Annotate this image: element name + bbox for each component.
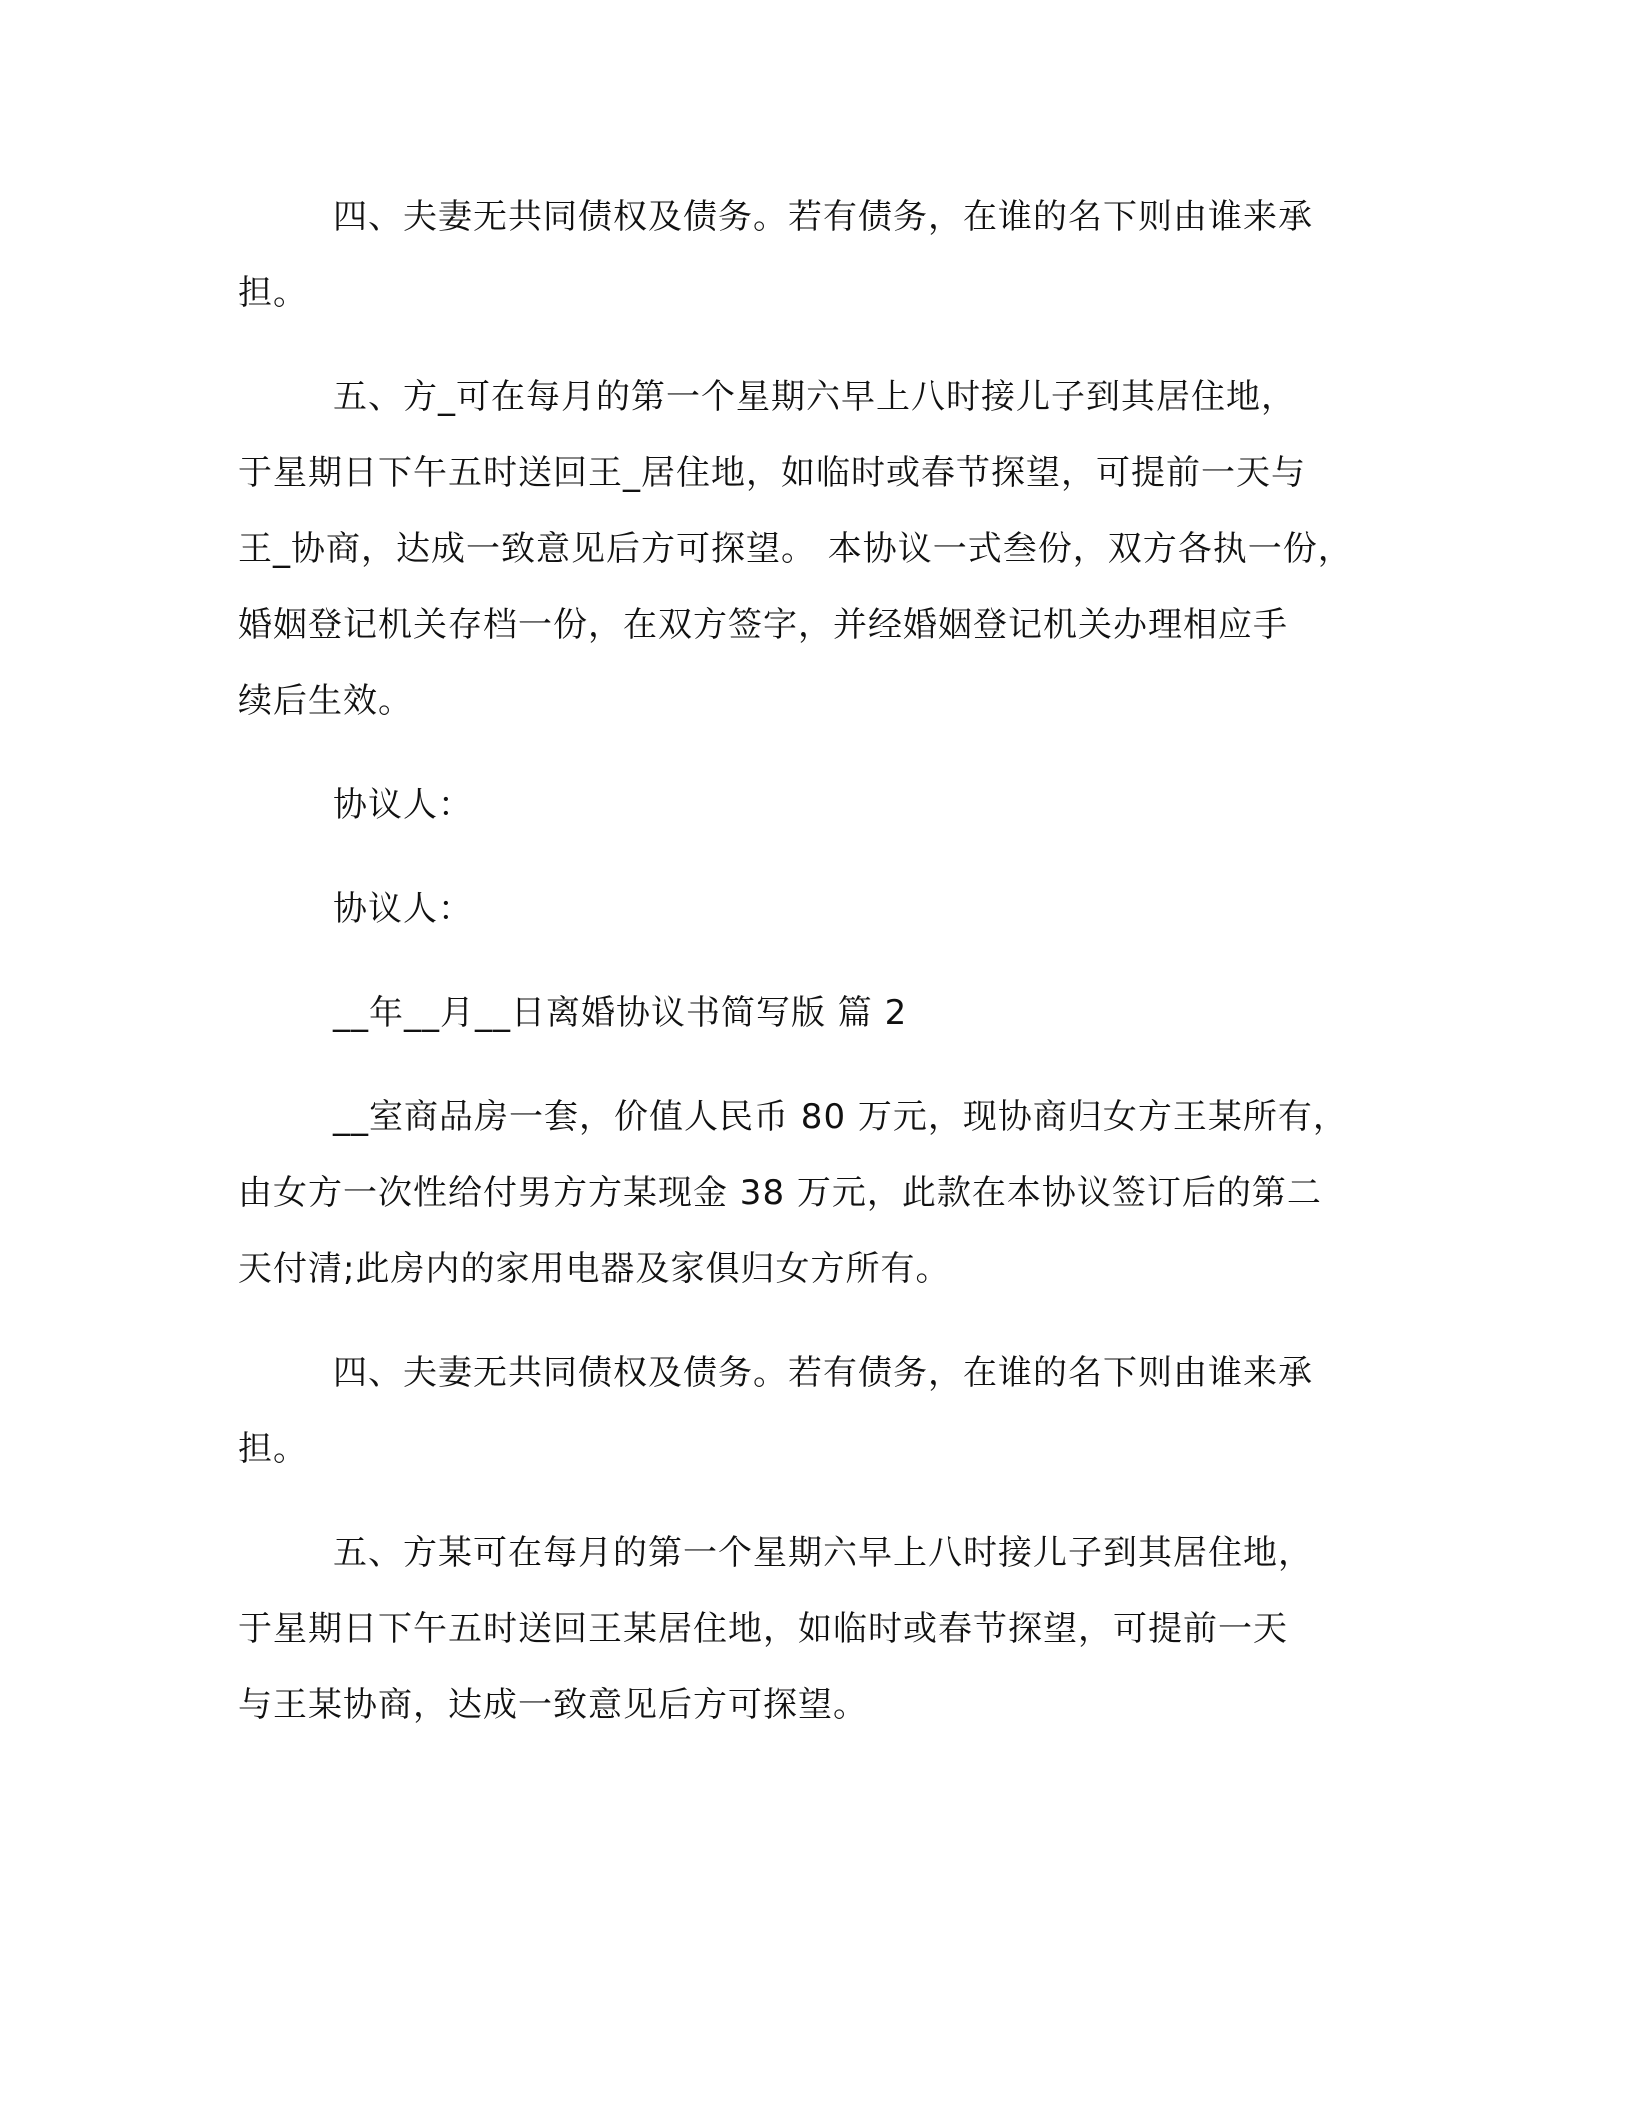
paragraph-line: 王_协商，达成一致意见后方可探望。 本协议一式叁份，双方各执一份， — [238, 529, 1353, 569]
paragraph-line: 担。 — [238, 273, 308, 313]
paragraph-line: 天付清;此房内的家用电器及家俱归女方所有。 — [238, 1249, 951, 1289]
paragraph-line: 于星期日下午五时送回王某居住地，如临时或春节探望，可提前一天 — [238, 1609, 1288, 1649]
signatory-label: 协议人： — [333, 889, 473, 929]
paragraph-line: 四、夫妻无共同债权及债务。若有债务，在谁的名下则由谁来承 — [333, 1353, 1313, 1393]
paragraph-line: 于星期日下午五时送回王_居住地，如临时或春节探望，可提前一天与 — [238, 453, 1306, 493]
paragraph-line: 续后生效。 — [238, 681, 413, 721]
signatory-label: 协议人： — [333, 785, 473, 825]
section-heading: __年__月__日离婚协议书简写版 篇 2 — [333, 993, 908, 1033]
paragraph-line: 四、夫妻无共同债权及债务。若有债务，在谁的名下则由谁来承 — [333, 197, 1313, 237]
paragraph-line: 由女方一次性给付男方方某现金 38 万元，此款在本协议签订后的第二 — [238, 1173, 1322, 1213]
paragraph-line: 与王某协商，达成一致意见后方可探望。 — [238, 1685, 868, 1725]
paragraph-line: 担。 — [238, 1429, 308, 1469]
paragraph-line: __室商品房一套，价值人民币 80 万元，现协商归女方王某所有， — [333, 1097, 1348, 1137]
paragraph-line: 五、方_可在每月的第一个星期六早上八时接儿子到其居住地， — [333, 377, 1296, 417]
paragraph-line: 婚姻登记机关存档一份，在双方签字，并经婚姻登记机关办理相应手 — [238, 605, 1288, 645]
paragraph-line: 五、方某可在每月的第一个星期六早上八时接儿子到其居住地， — [333, 1533, 1313, 1573]
